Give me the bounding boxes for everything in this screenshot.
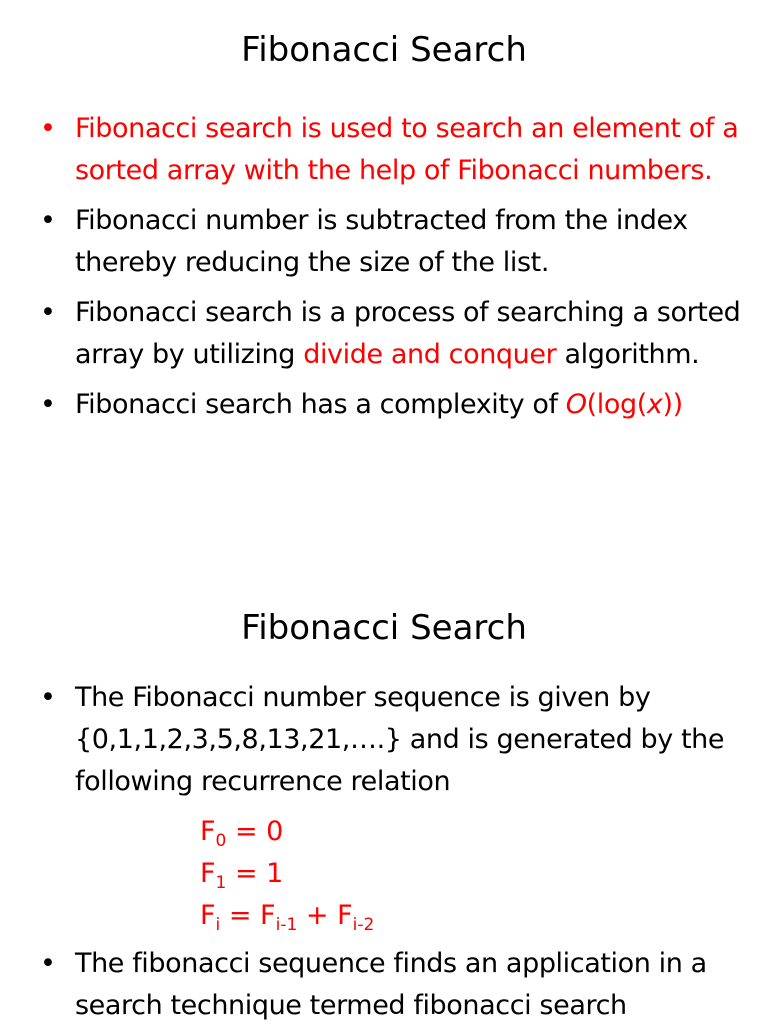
recurrence-block	[40, 811, 750, 937]
slide-2-bullet-list	[40, 677, 750, 1035]
slide-2-bullet-2	[40, 943, 750, 1027]
complexity-big-o: O	[565, 389, 587, 420]
eq-sub: i	[215, 915, 221, 935]
slide-2-bullet-1-text: The Fibonacci number sequence is given by {0,1,1,2,3,5,8,13,21,….} and is generated by the following recurrence relation	[75, 682, 725, 797]
eq-sub-i-2: i-2	[352, 915, 375, 935]
slide-2-bullet-1	[40, 677, 750, 803]
slide-2-bullet-2-text: The fibonacci sequence finds an application in a search technique termed fibonacci search	[75, 948, 707, 1021]
eq-equals: = F	[220, 900, 276, 931]
eq-sub-i-1: i-1	[275, 915, 298, 935]
eq-rest: = 0	[226, 816, 284, 847]
slide-1-bullet-1-text: Fibonacci search is used to search an element of a sorted array with the help of Fibonacci numbers.	[75, 113, 739, 186]
eq-plus: + F	[297, 900, 353, 931]
recurrence-f1	[200, 853, 750, 895]
recurrence-relation	[40, 811, 750, 937]
recurrence-f0	[200, 811, 750, 853]
slide-1-bullet-3-text: Fibonacci search is a process of searching a sorted array by utilizing	[75, 297, 741, 370]
slide-1-title: Fibonacci Search	[241, 30, 527, 70]
eq-sub: 0	[215, 831, 227, 851]
slide-1-bullet-list	[40, 108, 750, 434]
complexity-log-open: (log(	[586, 389, 647, 420]
slide-2-title: Fibonacci Search	[241, 608, 527, 648]
slide-1-bullet-3	[40, 292, 750, 376]
eq-rest: = 1	[226, 858, 284, 889]
slide-1-bullet-2-text: Fibonacci number is subtracted from the index thereby reducing the size of the list.	[75, 205, 688, 278]
slide-1-bullet-3-tail: algorithm.	[556, 339, 700, 370]
eq-f: F	[200, 858, 216, 889]
slide-1-bullet-4	[40, 384, 750, 426]
recurrence-fi	[200, 895, 750, 937]
complexity-variable-x: x	[646, 389, 663, 420]
divide-and-conquer-highlight: divide and conquer	[303, 339, 557, 370]
eq-sub: 1	[215, 873, 227, 893]
complexity-close: ))	[662, 389, 683, 420]
slide-1-bullet-4-text: Fibonacci search has a complexity of	[75, 389, 566, 420]
slide-1-bullet-1	[40, 108, 750, 192]
eq-f: F	[200, 900, 216, 931]
slide-2	[0, 580, 768, 1024]
slide-1-bullet-2	[40, 200, 750, 284]
eq-f: F	[200, 816, 216, 847]
